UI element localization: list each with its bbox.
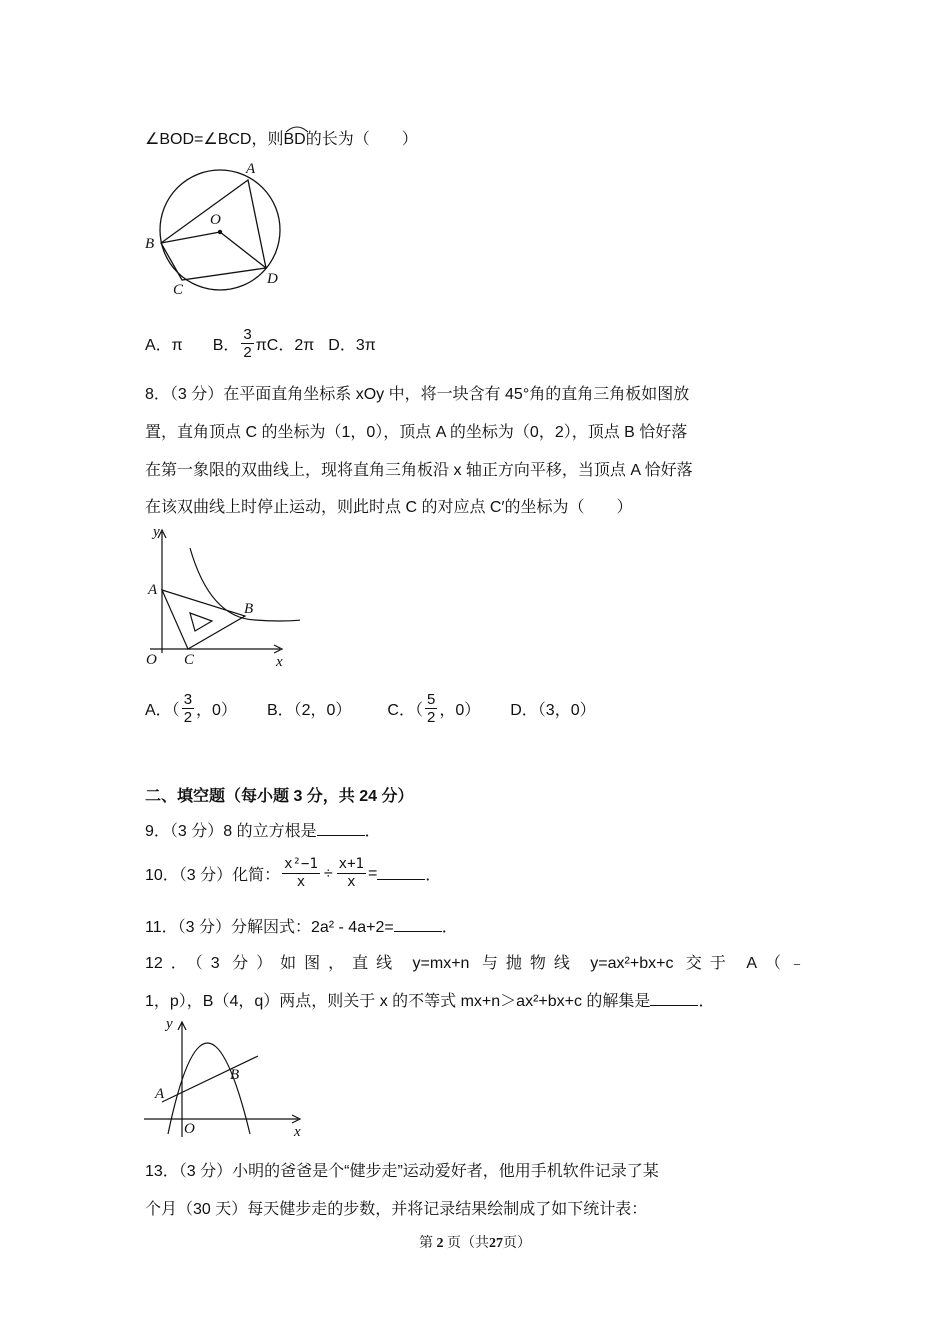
q11: 11．（3 分）分解因式：2a² - 4a+2= ． [145, 919, 458, 936]
q12-line-2: 1，p），B（4，q）两点，则关于 x 的不等式 mx+n＞ax²+bx+c 的解集是 ． [145, 993, 715, 1010]
q11-answer-blank[interactable] [394, 919, 442, 932]
q8-line-3: 在第一象限的双曲线上，现将直角三角板沿 x 轴正方向平移，当顶点 A 恰好落 [145, 462, 693, 479]
label-o: O [210, 212, 221, 228]
q13-line-2: 个月（30 天）每天健步走的步数，并将记录结果绘制成了如下统计表： [145, 1201, 648, 1218]
q8-line-2: 置，直角顶点 C 的坐标为（1，0），顶点 A 的坐标为（0，2），顶点 B 恰好落 [145, 424, 688, 441]
label-d: D [267, 271, 278, 287]
label-c: C [173, 282, 184, 298]
arc-bd-label: BD [284, 127, 306, 149]
label-y: y [153, 524, 160, 540]
q12-answer-blank[interactable] [650, 993, 698, 1006]
label-o: O [146, 652, 157, 668]
q7-option-a: A．π [145, 337, 183, 354]
segment-ob [161, 232, 220, 243]
label-a: A [148, 582, 158, 598]
q7-circle-figure [140, 160, 290, 300]
label-b: B [145, 236, 155, 252]
label-x: x [294, 1124, 301, 1140]
page-number: 2 [436, 1236, 444, 1251]
quadrilateral-abcd [161, 180, 266, 280]
q9: 9．（3 分）8 的立方根是 ． [145, 823, 381, 840]
q7-options [145, 326, 376, 361]
label-b: B [230, 1067, 240, 1083]
total-pages: 27 [489, 1236, 503, 1251]
center-point [218, 230, 222, 234]
q8-option-c: C．（ $\frac{5}{2}$ ，0） [387, 691, 481, 726]
q10: 10．（3 分）化简： $\frac{\text{x²−1}}{x}$ ÷ $\frac{x+1}{x}$ = ． [145, 856, 442, 890]
q9-answer-blank[interactable] [317, 823, 365, 836]
label-a: A [246, 161, 256, 177]
q10-fraction-2: $\frac{x+1}{x}$ [338, 856, 364, 890]
q7-option-b-fraction: $\frac{3}{2}$ [243, 326, 252, 361]
label-x: x [276, 654, 283, 670]
q10-fraction-1: $\frac{\text{x²−1}}{x}$ [284, 856, 318, 890]
q7-option-b: B． $\frac{3}{2}$ πC．2π [212, 326, 315, 361]
q8-option-a-fraction: $\frac{3}{2}$ [183, 691, 193, 726]
arc-symbol-icon [284, 125, 310, 133]
label-b: B [244, 601, 254, 617]
label-y: y [166, 1016, 173, 1032]
section-2-title: 二、填空题（每小题 3 分，共 24 分） [145, 788, 414, 805]
q8-line-4: 在该双曲线上时停止运动，则此时点 C 的对应点 C′的坐标为（ ） [145, 499, 633, 516]
q8-option-d: D．（3，0） [510, 702, 596, 719]
q7-option-d: D．3π [328, 337, 376, 354]
straight-line [162, 1056, 258, 1102]
q8-option-c-fraction: $\frac{5}{2}$ [426, 691, 436, 726]
q8-options [145, 691, 596, 726]
label-c: C [184, 652, 195, 668]
q8-option-a: A．（ $\frac{3}{2}$ ，0） [145, 691, 237, 726]
label-a: A [155, 1086, 165, 1102]
q8-option-b: B．（2，0） [266, 702, 352, 719]
q12-parabola-figure [140, 1012, 310, 1142]
q13-line-1: 13．（3 分）小明的爸爸是个“健步走”运动爱好者，他用手机软件记录了某 [145, 1163, 659, 1180]
q8-coordinate-figure [140, 518, 300, 670]
q12-line-1: 12．（3 分）如图，直线 y=mx+n 与抛物线 y=ax²+bx+c 交于 A（﹣ [145, 955, 805, 972]
q8-line-1: 8．（3 分）在平面直角坐标系 xOy 中，将一块含有 45°角的直角三角板如图放 [145, 386, 690, 403]
q10-answer-blank[interactable] [377, 867, 425, 880]
triangle-inner [190, 613, 212, 631]
parabola-curve [168, 1043, 250, 1134]
triangle-abc [162, 590, 245, 649]
page-footer: 第 2 页（共27页） [419, 1236, 531, 1251]
label-o: O [184, 1121, 195, 1137]
q7-stem: ∠BOD=∠BCD，则 BD的长为（ ） [145, 126, 418, 149]
